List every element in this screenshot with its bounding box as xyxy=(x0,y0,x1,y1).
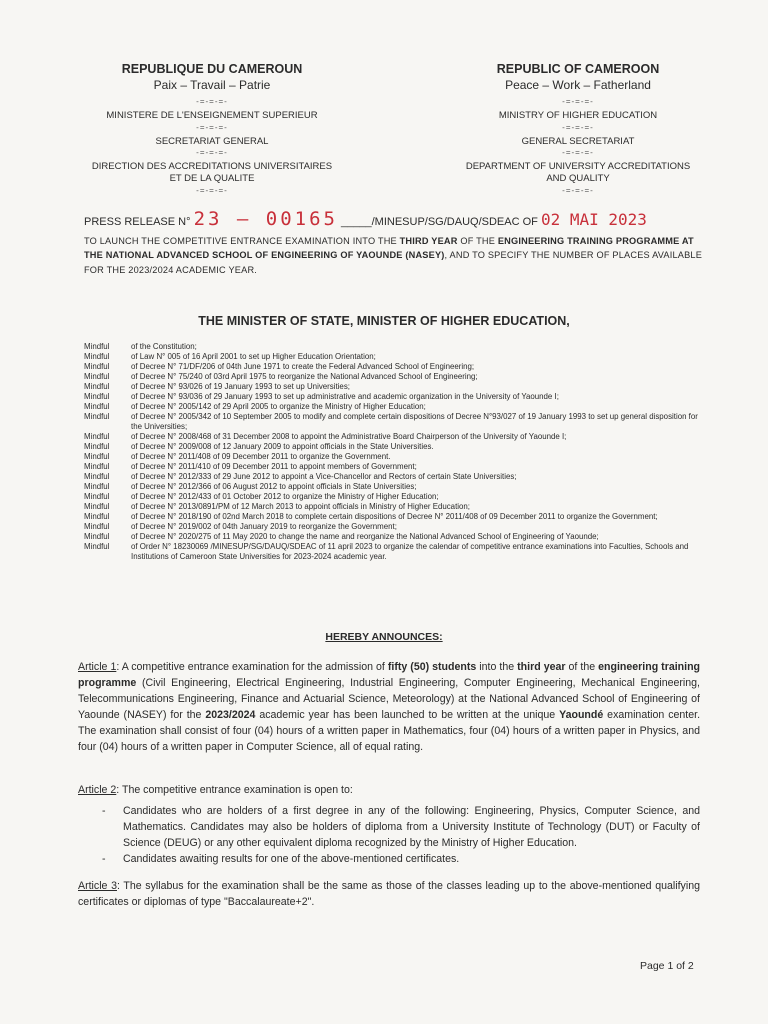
separator: -=-=-=- xyxy=(196,96,228,106)
article-bold: engineering training programme xyxy=(78,661,701,689)
press-release-ref: _____/MINESUP/SG/DAUQ/SDEAC xyxy=(341,216,520,228)
intro-text: TO LAUNCH THE COMPETITIVE ENTRANCE EXAMINATION INTO THE xyxy=(84,236,400,246)
article-bold: Yaoundé xyxy=(559,709,604,721)
mindful-text: of Decree N° 2012/333 of 29 June 2012 to appoint a Vice-Chancellor and Rectors of certain State Universities; xyxy=(131,472,517,481)
mindful-row xyxy=(84,372,709,382)
mindful-text: of Decree N° 75/240 of 03rd April 1975 to reorganize the National Advanced School of Engineering; xyxy=(131,372,478,381)
motto-en: Peace – Work – Fatherland xyxy=(505,77,651,92)
mindful-text: of Decree N° 2005/342 of 10 September 2005 to modify and complete certain dispositions of Decree N°93/027 of 19 January 1993 to set up general disposition for the Universities; xyxy=(131,412,698,431)
ministry-en: MINISTRY OF HIGHER EDUCATION xyxy=(498,109,658,121)
mindful-text: of Decree N° 2013/0891/PM of 12 March 2013 to appoint officials in Ministry of Higher Education; xyxy=(131,502,470,511)
mindful-row xyxy=(84,452,709,462)
intro-text: OF THE xyxy=(457,236,498,246)
mindful-row xyxy=(84,382,709,392)
article-label: Article 3 xyxy=(78,880,117,892)
mindful-text: of Decree N° 2020/275 of 11 May 2020 to change the name and reorganize the National Advanced School of Engineering of Yaounde; xyxy=(131,532,599,541)
mindful-label: Mindful xyxy=(84,432,110,441)
mindful-label: Mindful xyxy=(84,442,110,451)
press-release-of: OF xyxy=(522,216,538,228)
direction-en-line2: AND QUALITY xyxy=(546,173,610,185)
mindful-text: of Decree N° 2012/433 of 01 October 2012 to organize the Ministry of Higher Education; xyxy=(131,492,439,501)
separator: -=-=-=- xyxy=(562,186,594,196)
separator: -=-=-=- xyxy=(562,122,594,132)
intro-paragraph xyxy=(84,234,704,277)
intro-bold: ENGINEERING TRAINING PROGRAMME AT THE NATIONAL ADVANCED SCHOOL OF ENGINEERING OF YAOUNDE (NASEY) xyxy=(84,236,694,261)
article-bold: 2023/2024 xyxy=(205,709,256,721)
secretariat-fr: SECRETARIAT GENERAL xyxy=(155,135,269,147)
mindful-text: of Decree N° 93/026 of 19 January 1993 to set up Universities; xyxy=(131,382,350,391)
press-release-line xyxy=(84,208,724,230)
secretariat-en: GENERAL SECRETARIAT xyxy=(521,135,635,147)
mindful-text: of Decree N° 71/DF/206 of 04th June 1971 to create the Federal Advanced School of Engineering; xyxy=(131,362,475,371)
mindful-row xyxy=(84,412,709,432)
mindful-label: Mindful xyxy=(84,542,110,551)
mindful-row xyxy=(84,362,709,372)
press-release-number: 23 – 00165 xyxy=(193,208,338,230)
article-bold: third year xyxy=(517,661,566,673)
article-3 xyxy=(78,878,700,910)
mindful-text: of the Constitution; xyxy=(131,342,197,351)
mindful-text: of Decree N° 2008/468 of 31 December 2008 to appoint the Administrative Board Chairperson of the University of Yaounde I; xyxy=(131,432,567,441)
header-left xyxy=(62,62,362,199)
article-label: Article 2 xyxy=(78,784,117,796)
list-item: - Candidates who are holders of a first degree in any of the following: Engineering, Physics, Computer Science, and Mathematics. Candidates may also be holders of diploma from a University Institute of Technology (DUT) or Faculty of Science (DEUG) or any other equivalent diploma recognized by the Ministry of Higher Education. xyxy=(78,803,700,851)
article-2 xyxy=(78,782,700,867)
mindful-row xyxy=(84,392,709,402)
article-text: into the xyxy=(476,661,518,673)
mindful-label: Mindful xyxy=(84,482,110,491)
intro-bold: THIRD YEAR xyxy=(399,236,458,246)
mindful-label: Mindful xyxy=(84,362,110,371)
article-text: : The competitive entrance examination is open to: xyxy=(116,784,353,796)
mindful-row xyxy=(84,442,709,452)
eligibility-list xyxy=(78,803,700,867)
mindful-text: of Decree N° 2012/366 of 06 August 2012 to appoint officials in State Universities; xyxy=(131,482,417,491)
mindful-row xyxy=(84,482,709,492)
mindful-label: Mindful xyxy=(84,402,110,411)
mindful-row xyxy=(84,492,709,502)
mindful-label: Mindful xyxy=(84,352,110,361)
mindful-text: of Decree N° 93/036 of 29 January 1993 to set up administrative and academic organization in the University of Yaounde I; xyxy=(131,392,559,401)
mindful-row xyxy=(84,462,709,472)
mindful-row xyxy=(84,402,709,412)
mindful-label: Mindful xyxy=(84,522,110,531)
intro-text: , AND TO SPECIFY THE NUMBER OF PLACES AVAILABLE FOR THE 2023/2024 ACADEMIC YEAR. xyxy=(84,250,703,275)
separator: -=-=-=- xyxy=(562,96,594,106)
mindful-label: Mindful xyxy=(84,462,110,471)
mindful-text: of Order N° 18230069 /MINESUP/SG/DAUQ/SDEAC of 11 april 2023 to organize the calendar of competitive entrance examinations into Faculties, Schools and Institutions of Cameroon State Universities for 2023-2024 academic year. xyxy=(131,542,689,561)
article-text: : The syllabus for the examination shall be the same as those of the classes leading up to the above-mentioned qualifying certificates or diplomas of type "Baccalaureate+2". xyxy=(78,880,700,908)
mindful-label: Mindful xyxy=(84,452,110,461)
press-release-label: PRESS RELEASE N° xyxy=(84,216,191,228)
article-text: of the xyxy=(565,661,599,673)
mindful-label: Mindful xyxy=(84,532,110,541)
mindful-label: Mindful xyxy=(84,472,110,481)
mindful-row xyxy=(84,502,709,512)
mindful-text: of Decree N° 2019/002 of 04th January 2019 to reorganize the Government; xyxy=(131,522,397,531)
mindful-label: Mindful xyxy=(84,502,110,511)
page-number: Page 1 of 2 xyxy=(640,960,694,972)
ministry-fr: MINISTERE DE L'ENSEIGNEMENT SUPERIEUR xyxy=(106,109,318,121)
article-text: academic year has been launched to be written at the unique xyxy=(255,709,560,721)
article-text: (Civil Engineering, Electrical Engineering, Industrial Engineering, Computer Engineering, Mechanical Engineering, Telecommunications Engineering, Finance and Actuarial Science, Meteorology) at the National Advanced School of Engineering of Yaounde (NASEY) for the xyxy=(78,677,700,721)
direction-en-line1: DEPARTMENT OF UNIVERSITY ACCREDITATIONS xyxy=(465,161,691,173)
mindful-row xyxy=(84,342,709,352)
article-text: : A competitive entrance examination for the admission of xyxy=(116,661,388,673)
mindful-row xyxy=(84,432,709,442)
announce-heading: HEREBY ANNOUNCES: xyxy=(325,631,443,643)
mindful-text: of Decree N° 2011/408 of 09 December 2011 to organize the Government. xyxy=(131,452,391,461)
mindful-label: Mindful xyxy=(84,512,110,521)
mindful-label: Mindful xyxy=(84,382,110,391)
mindful-label: Mindful xyxy=(84,392,110,401)
mindful-text: of Decree N° 2009/008 of 12 January 2009 to appoint officials in the State Universities. xyxy=(131,442,434,451)
mindful-label: Mindful xyxy=(84,372,110,381)
mindful-text: of Decree N° 2005/142 of 29 April 2005 to organize the Ministry of Higher Education; xyxy=(131,402,426,411)
minister-title: THE MINISTER OF STATE, MINISTER OF HIGHER EDUCATION, xyxy=(198,314,570,328)
direction-fr-line1: DIRECTION DES ACCREDITATIONS UNIVERSITAIRES xyxy=(91,161,333,173)
motto-fr: Paix – Travail – Patrie xyxy=(153,77,271,92)
country-fr: REPUBLIQUE DU CAMEROUN xyxy=(121,62,303,76)
mindful-row xyxy=(84,532,709,542)
article-label: Article 1 xyxy=(78,661,117,673)
mindful-text: of Decree N° 2011/410 of 09 December 2011 to appoint members of Government; xyxy=(131,462,417,471)
separator: -=-=-=- xyxy=(196,122,228,132)
separator: -=-=-=- xyxy=(196,186,228,196)
mindful-text: of Decree N° 2018/190 of 02nd March 2018 to complete certain dispositions of Decree N° 2011/408 of 09 December 2011 to organize the Government; xyxy=(131,512,658,521)
header-right xyxy=(428,62,728,199)
article-1 xyxy=(78,659,700,755)
mindful-text: of Law N° 005 of 16 April 2001 to set up Higher Education Orientation; xyxy=(131,352,376,361)
mindful-row xyxy=(84,542,709,562)
mindful-list xyxy=(84,342,709,562)
mindful-label: Mindful xyxy=(84,342,110,351)
list-item: - Candidates awaiting results for one of the above-mentioned certificates. xyxy=(78,851,700,867)
mindful-label: Mindful xyxy=(84,492,110,501)
separator: -=-=-=- xyxy=(562,148,594,158)
mindful-label: Mindful xyxy=(84,412,110,421)
article-bold: fifty (50) students xyxy=(387,661,477,673)
article-text: examination center. The examination shall consist of four (04) hours of a written paper in Mathematics, four (04) hours of a written paper in Physics, and four (04) hours of a written paper in Computer Science, all of equal rating. xyxy=(78,709,701,753)
direction-fr-line2: ET DE LA QUALITE xyxy=(169,173,255,185)
mindful-row xyxy=(84,472,709,482)
country-en: REPUBLIC OF CAMEROON xyxy=(496,62,660,76)
mindful-row xyxy=(84,522,709,532)
mindful-row xyxy=(84,352,709,362)
separator: -=-=-=- xyxy=(196,148,228,158)
press-release-date: 02 MAI 2023 xyxy=(540,210,647,229)
mindful-row xyxy=(84,512,709,522)
